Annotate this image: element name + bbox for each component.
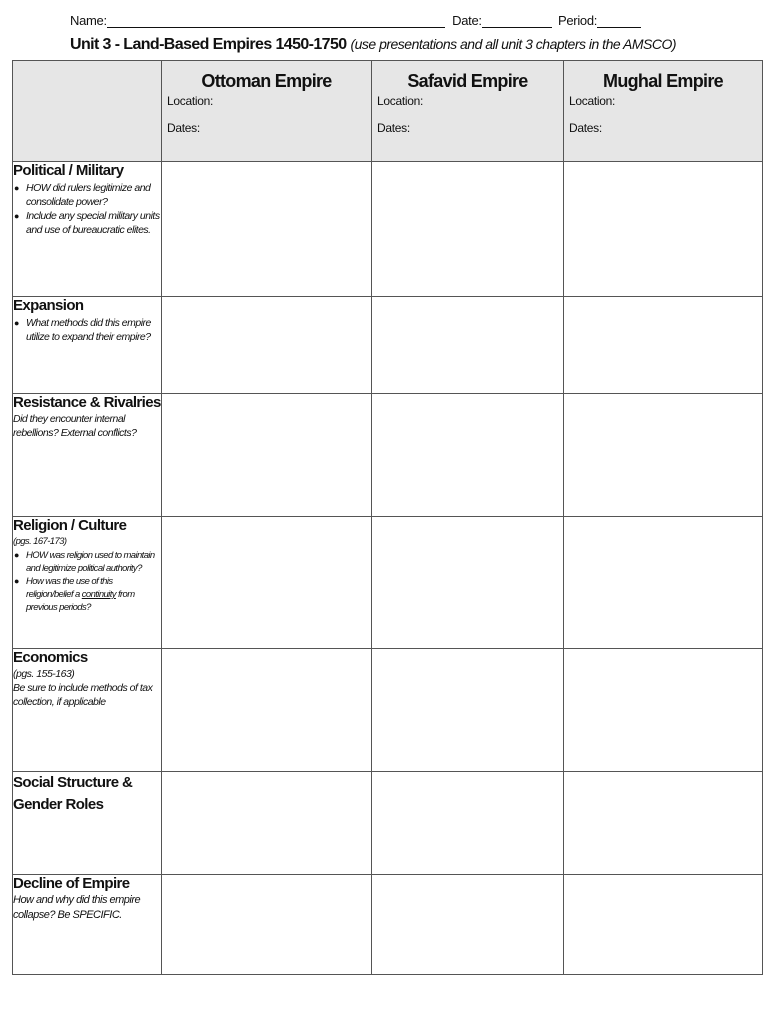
- answer-cell-mughal[interactable]: [564, 517, 763, 649]
- page-reference: (pgs. 167-173): [13, 536, 67, 547]
- prompt-bullet: ● What methods did this empire utilize to expand their empire?: [14, 317, 151, 343]
- row-label-economics: [13, 649, 162, 772]
- answer-cell-ottoman[interactable]: [162, 394, 372, 517]
- prompt-bullet: ● HOW was religion used to maintain and legitimize political authority?: [14, 550, 155, 574]
- row-title: Decline of Empire: [13, 875, 130, 892]
- row-title: Religion / Culture: [13, 517, 127, 534]
- bullet-icon: ●: [14, 576, 19, 586]
- row-label-social-structure: [13, 772, 162, 875]
- answer-cell-ottoman[interactable]: [162, 297, 372, 394]
- worksheet-title: [70, 36, 676, 54]
- dates-label: Dates:: [569, 121, 602, 135]
- prompt-bullet: ● How was the use of this religion/belief a continuity from previous periods?: [14, 576, 135, 613]
- row-title: Political / Military: [13, 162, 124, 179]
- row-decline: [13, 875, 763, 975]
- row-prompt: How and why did this empire collapse? Be SPECIFIC.: [13, 894, 141, 921]
- answer-cell-safavid[interactable]: [372, 649, 564, 772]
- answer-cell-safavid[interactable]: [372, 297, 564, 394]
- dates-label: Dates:: [167, 121, 200, 135]
- column-header-mughal: [564, 61, 763, 162]
- row-political-military: [13, 162, 763, 297]
- page-reference: (pgs. 155-163): [13, 668, 75, 680]
- row-label-religion-culture: [13, 517, 162, 649]
- row-resistance-rivalries: [13, 394, 763, 517]
- bullet-icon: ●: [14, 211, 19, 221]
- answer-cell-ottoman[interactable]: [162, 649, 372, 772]
- row-title: Economics: [13, 649, 88, 666]
- location-label: Location:: [569, 94, 616, 108]
- period-blank[interactable]: [597, 15, 641, 28]
- row-label-decline: [13, 875, 162, 975]
- answer-cell-mughal[interactable]: [564, 875, 763, 975]
- title-main: Unit 3 - Land-Based Empires 1450-1750: [70, 36, 347, 53]
- row-religion-culture: [13, 517, 763, 649]
- empire-name: Safavid Empire: [407, 71, 528, 91]
- row-prompt: Be sure to include methods of tax collection, if applicable: [13, 682, 153, 708]
- student-info-line: [70, 13, 641, 28]
- name-blank[interactable]: [107, 15, 445, 28]
- row-expansion: [13, 297, 763, 394]
- empire-name: Ottoman Empire: [201, 71, 332, 91]
- empire-name: Mughal Empire: [603, 71, 723, 91]
- row-economics: [13, 649, 763, 772]
- column-header-ottoman: [162, 61, 372, 162]
- answer-cell-ottoman[interactable]: [162, 517, 372, 649]
- answer-cell-safavid[interactable]: [372, 162, 564, 297]
- header-row: [13, 61, 763, 162]
- answer-cell-mughal[interactable]: [564, 649, 763, 772]
- row-label-expansion: [13, 297, 162, 394]
- answer-cell-ottoman[interactable]: [162, 772, 372, 875]
- answer-cell-mughal[interactable]: [564, 162, 763, 297]
- prompt-bullet: ● Include any special military units and use of bureaucratic elites.: [14, 210, 160, 236]
- row-prompt: Did they encounter internal rebellions? External conflicts?: [13, 413, 137, 439]
- answer-cell-mughal[interactable]: [564, 772, 763, 875]
- dates-label: Dates:: [377, 121, 410, 135]
- answer-cell-ottoman[interactable]: [162, 162, 372, 297]
- empires-comparison-table: [12, 60, 763, 975]
- date-label: Date:: [452, 13, 482, 28]
- answer-cell-safavid[interactable]: [372, 517, 564, 649]
- bullet-icon: ●: [14, 183, 19, 193]
- location-label: Location:: [167, 94, 214, 108]
- corner-cell: [13, 61, 162, 162]
- name-label: Name:: [70, 13, 107, 28]
- period-label: Period:: [558, 13, 598, 28]
- answer-cell-mughal[interactable]: [564, 394, 763, 517]
- row-title: Expansion: [13, 297, 84, 314]
- answer-cell-safavid[interactable]: [372, 875, 564, 975]
- prompt-bullet: ● HOW did rulers legitimize and consolidate power?: [14, 182, 151, 208]
- row-title: Resistance & Rivalries: [13, 394, 161, 411]
- row-label-political-military: [13, 162, 162, 297]
- underlined-term: continuity: [81, 589, 116, 600]
- row-title: Social Structure & Gender Roles: [13, 774, 133, 813]
- answer-cell-ottoman[interactable]: [162, 875, 372, 975]
- answer-cell-mughal[interactable]: [564, 297, 763, 394]
- row-social-structure: [13, 772, 763, 875]
- location-label: Location:: [377, 94, 424, 108]
- bullet-icon: ●: [14, 318, 19, 328]
- answer-cell-safavid[interactable]: [372, 394, 564, 517]
- column-header-safavid: [372, 61, 564, 162]
- title-note: (use presentations and all unit 3 chapters in the AMSCO): [350, 36, 677, 52]
- bullet-icon: ●: [14, 550, 19, 560]
- answer-cell-safavid[interactable]: [372, 772, 564, 875]
- date-blank[interactable]: [482, 15, 552, 28]
- row-label-resistance-rivalries: [13, 394, 162, 517]
